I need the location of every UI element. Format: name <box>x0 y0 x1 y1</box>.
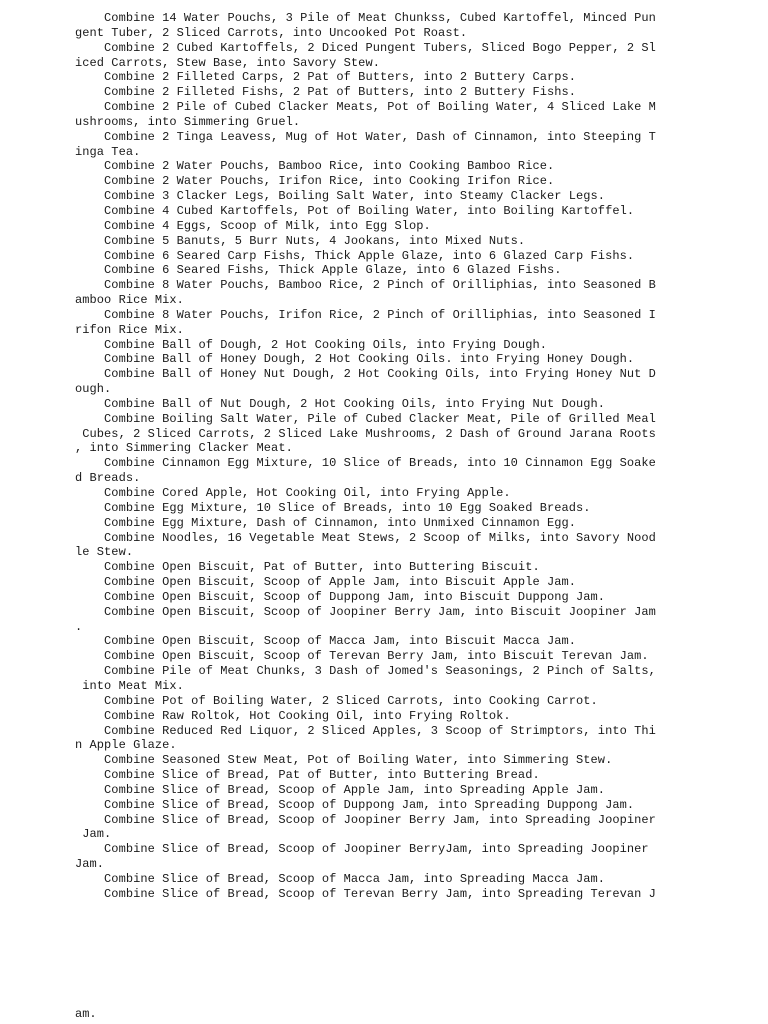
document-trailing-line: am. <box>75 1007 97 1021</box>
recipe-line: Combine Slice of Bread, Scoop of Duppong Jam, into Spreading Duppong Jam. <box>75 797 635 812</box>
recipe-line: rifon Rice Mix. <box>75 322 184 337</box>
recipe-line: Combine Seasoned Stew Meat, Pot of Boiling Water, into Simmering Stew. <box>75 753 613 768</box>
recipe-line: . <box>75 619 83 634</box>
recipe-line: Combine Slice of Bread, Scoop of Joopiner BerryJam, into Spreading Joopiner <box>75 842 649 857</box>
recipe-line: n Apple Glaze. <box>75 738 177 753</box>
recipe-line: Combine Ball of Honey Dough, 2 Hot Cooking Oils. into Frying Honey Dough. <box>75 352 635 367</box>
recipe-line: Combine Noodles, 16 Vegetable Meat Stews, 2 Scoop of Milks, into Savory Nood <box>75 530 656 545</box>
recipe-line: Combine 14 Water Pouchs, 3 Pile of Meat Chunkss, Cubed Kartoffel, Minced Pun <box>75 11 656 25</box>
recipe-line: gent Tuber, 2 Sliced Carrots, into Uncooked Pot Roast. <box>75 25 468 40</box>
recipe-line: Combine 2 Water Pouchs, Bamboo Rice, into Cooking Bamboo Rice. <box>75 159 555 174</box>
recipe-document <box>75 11 675 902</box>
recipe-line: Combine Cinnamon Egg Mixture, 10 Slice of Breads, into 10 Cinnamon Egg Soake <box>75 456 656 471</box>
recipe-line: Combine Egg Mixture, Dash of Cinnamon, into Unmixed Cinnamon Egg. <box>75 515 577 530</box>
recipe-line: Combine 4 Eggs, Scoop of Milk, into Egg Slop. <box>75 218 431 233</box>
recipe-line: Jam. <box>75 827 112 842</box>
recipe-line: Combine 3 Clacker Legs, Boiling Salt Water, into Steamy Clacker Legs. <box>75 189 606 204</box>
recipe-line: Combine Open Biscuit, Scoop of Terevan Berry Jam, into Biscuit Terevan Jam. <box>75 649 649 664</box>
recipe-line: Combine Raw Roltok, Hot Cooking Oil, into Frying Roltok. <box>75 708 511 723</box>
recipe-line: Combine Ball of Honey Nut Dough, 2 Hot Cooking Oils, into Frying Honey Nut D <box>75 367 656 382</box>
recipe-line: Combine Reduced Red Liquor, 2 Sliced Apples, 3 Scoop of Strimptors, into Thi <box>75 723 656 738</box>
recipe-line: Combine 2 Pile of Cubed Clacker Meats, Pot of Boiling Water, 4 Sliced Lake M <box>75 100 656 115</box>
recipe-line: Combine Open Biscuit, Pat of Butter, into Buttering Biscuit. <box>75 560 540 575</box>
recipe-line: Combine Egg Mixture, 10 Slice of Breads, into 10 Egg Soaked Breads. <box>75 500 591 515</box>
recipe-line: iced Carrots, Stew Base, into Savory Stew. <box>75 55 380 70</box>
recipe-line: amboo Rice Mix. <box>75 293 184 308</box>
recipe-line: Combine Open Biscuit, Scoop of Macca Jam, into Biscuit Macca Jam. <box>75 634 577 649</box>
recipe-line: d Breads. <box>75 471 141 486</box>
recipe-line: Combine Boiling Salt Water, Pile of Cubed Clacker Meat, Pile of Grilled Meal <box>75 411 656 426</box>
recipe-line: Combine 6 Seared Carp Fishs, Thick Apple Glaze, into 6 Glazed Carp Fishs. <box>75 248 635 263</box>
recipe-line: Combine Ball of Nut Dough, 2 Hot Cooking Oils, into Frying Nut Dough. <box>75 396 606 411</box>
recipe-line: Combine 2 Cubed Kartoffels, 2 Diced Pungent Tubers, Sliced Bogo Pepper, 2 Sl <box>75 40 656 55</box>
recipe-line: Combine Open Biscuit, Scoop of Apple Jam, into Biscuit Apple Jam. <box>75 575 577 590</box>
recipe-line: Combine Pot of Boiling Water, 2 Sliced Carrots, into Cooking Carrot. <box>75 693 598 708</box>
recipe-line: Combine Open Biscuit, Scoop of Joopiner Berry Jam, into Biscuit Joopiner Jam <box>75 604 656 619</box>
recipe-line: Combine Slice of Bread, Scoop of Macca Jam, into Spreading Macca Jam. <box>75 871 606 886</box>
recipe-line: into Meat Mix. <box>75 678 184 693</box>
recipe-line: Combine 2 Filleted Carps, 2 Pat of Butters, into 2 Buttery Carps. <box>75 70 577 85</box>
recipe-line: Combine Slice of Bread, Pat of Butter, into Buttering Bread. <box>75 768 540 783</box>
recipe-line: inga Tea. <box>75 144 141 159</box>
recipe-line: Combine Slice of Bread, Scoop of Joopiner Berry Jam, into Spreading Joopiner <box>75 812 656 827</box>
recipe-line: Combine 4 Cubed Kartoffels, Pot of Boiling Water, into Boiling Kartoffel. <box>75 203 635 218</box>
recipe-line: Combine Slice of Bread, Scoop of Apple Jam, into Spreading Apple Jam. <box>75 782 606 797</box>
recipe-line: Combine Open Biscuit, Scoop of Duppong Jam, into Biscuit Duppong Jam. <box>75 589 606 604</box>
recipe-line: Jam. <box>75 857 105 872</box>
recipe-line: Combine 8 Water Pouchs, Bamboo Rice, 2 Pinch of Orilliphias, into Seasoned B <box>75 278 656 293</box>
recipe-line: Combine Pile of Meat Chunks, 3 Dash of Jomed's Seasonings, 2 Pinch of Salts, <box>75 664 656 679</box>
recipe-line: Cubes, 2 Sliced Carrots, 2 Sliced Lake Mushrooms, 2 Dash of Ground Jarana Roots <box>75 426 656 441</box>
recipe-line: Combine 2 Water Pouchs, Irifon Rice, into Cooking Irifon Rice. <box>75 174 555 189</box>
recipe-line: , into Simmering Clacker Meat. <box>75 441 293 456</box>
recipe-line: Combine 2 Filleted Fishs, 2 Pat of Butters, into 2 Buttery Fishs. <box>75 85 577 100</box>
recipe-line: Combine Cored Apple, Hot Cooking Oil, into Frying Apple. <box>75 486 511 500</box>
recipe-line: Combine 2 Tinga Leavess, Mug of Hot Water, Dash of Cinnamon, into Steeping T <box>75 129 656 144</box>
recipe-line: Combine 6 Seared Fishs, Thick Apple Glaze, into 6 Glazed Fishs. <box>75 263 562 278</box>
recipe-line: Combine 5 Banuts, 5 Burr Nuts, 4 Jookans, into Mixed Nuts. <box>75 233 526 248</box>
recipe-line: le Stew. <box>75 545 134 560</box>
recipe-line: Combine 8 Water Pouchs, Irifon Rice, 2 Pinch of Orilliphias, into Seasoned I <box>75 307 656 322</box>
recipe-line: Combine Slice of Bread, Scoop of Terevan Berry Jam, into Spreading Terevan J <box>75 886 656 901</box>
recipe-line: ough. <box>75 382 112 397</box>
recipe-line: ushrooms, into Simmering Gruel. <box>75 114 301 129</box>
recipe-line: Combine Ball of Dough, 2 Hot Cooking Oils, into Frying Dough. <box>75 337 547 352</box>
